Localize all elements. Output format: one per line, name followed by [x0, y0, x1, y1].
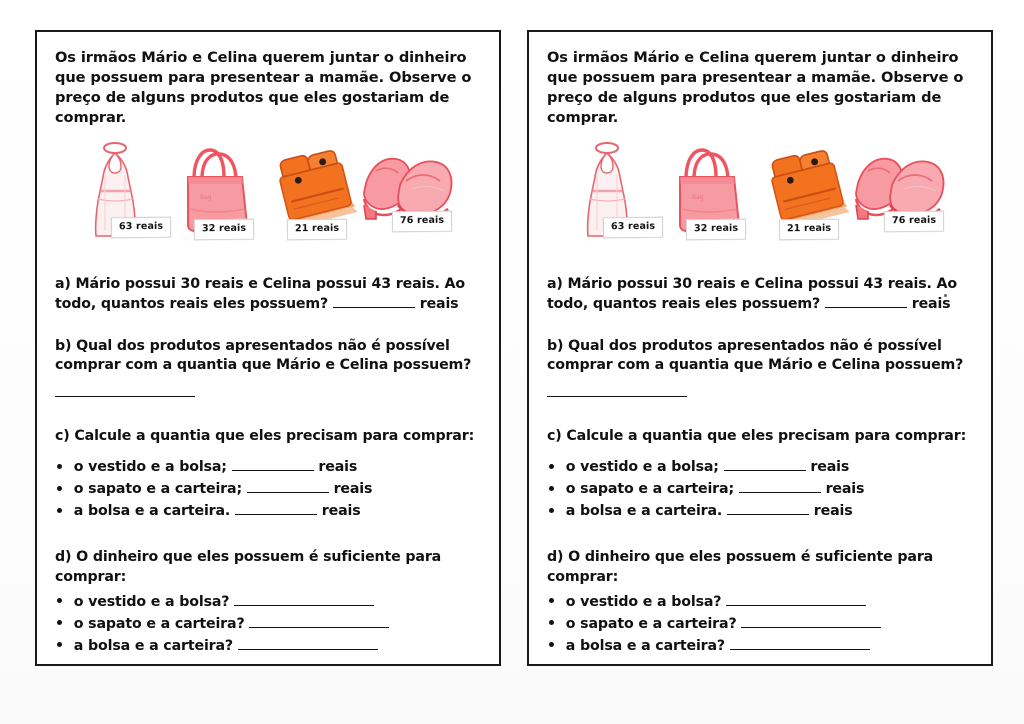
answer-blank-a[interactable] [333, 295, 415, 308]
question-b [547, 337, 975, 376]
item-text: a bolsa e a carteira. [565, 503, 723, 520]
answer-blank-c1[interactable] [232, 458, 314, 471]
price-tag-handbag: 32 reais [686, 219, 746, 240]
price-tag-dress: 63 reais [111, 217, 171, 238]
list-item [549, 500, 975, 522]
list-item [57, 456, 483, 478]
worksheet-panel-left [35, 30, 501, 666]
worksheet-content-right [529, 32, 991, 664]
answer-blank-c3[interactable] [727, 502, 809, 515]
list-item [549, 613, 975, 635]
list-item [57, 478, 483, 500]
list-item [57, 613, 483, 635]
svg-text:Bag: Bag [692, 194, 704, 202]
list-item [549, 478, 975, 500]
question-a-text: a) Mário possui 30 reais e Celina possui 43 reais. Ao todo, quantos reais eles possuem? [547, 276, 957, 313]
question-a [547, 275, 975, 314]
bullet-icon [57, 464, 62, 469]
worksheet-content-left [37, 32, 499, 664]
list-item [549, 635, 975, 657]
scan-artifact-speck [944, 294, 947, 297]
answer-blank-d1[interactable] [726, 593, 866, 606]
product-dress [567, 139, 675, 257]
bullet-icon [57, 598, 62, 603]
question-a-text: a) Mário possui 30 reais e Celina possui 43 reais. Ao todo, quantos reais eles possuem? [55, 276, 465, 313]
bullet-icon [549, 486, 554, 491]
answer-blank-c2[interactable] [247, 480, 329, 493]
answer-blank-c3[interactable] [235, 502, 317, 515]
item-unit: reais [810, 459, 850, 476]
item-text: o sapato e a carteira? [565, 615, 737, 632]
question-d-list [545, 591, 975, 657]
bullet-icon [57, 508, 62, 513]
question-a-unit: reais [911, 296, 951, 313]
price-tag-shoes: 76 reais [884, 211, 944, 232]
product-showcase [545, 139, 975, 257]
price-tag-shoes: 76 reais [392, 211, 452, 232]
price-tag-wallet: 21 reais [287, 219, 347, 240]
item-text: o vestido e a bolsa? [73, 593, 230, 610]
question-c-list [545, 456, 975, 522]
bullet-icon [549, 464, 554, 469]
question-d-heading: d) O dinheiro que eles possuem é suficiente para comprar: [55, 549, 442, 585]
question-b [55, 337, 483, 376]
answer-blank-d1[interactable] [234, 593, 374, 606]
answer-blank-b[interactable] [55, 382, 195, 397]
answer-blank-b[interactable] [547, 382, 687, 397]
item-unit: reais [333, 481, 373, 498]
answer-blank-d2[interactable] [741, 615, 881, 628]
answer-blank-d2[interactable] [249, 615, 389, 628]
answer-blank-c2[interactable] [739, 480, 821, 493]
item-text: a bolsa e a carteira? [73, 637, 234, 654]
question-c-heading: c) Calcule a quantia que eles precisam para comprar: [547, 427, 967, 444]
item-text: o sapato e a carteira; [565, 481, 734, 498]
list-item [549, 591, 975, 613]
item-unit: reais [825, 481, 865, 498]
answer-blank-d3[interactable] [238, 637, 378, 650]
question-a [55, 275, 483, 314]
bullet-icon [57, 486, 62, 491]
item-text: o vestido e a bolsa? [565, 593, 722, 610]
bullet-icon [57, 642, 62, 647]
product-dress [75, 139, 183, 257]
list-item [549, 456, 975, 478]
bullet-icon [549, 508, 554, 513]
worksheet-panel-right [527, 30, 993, 666]
question-b-text: b) Qual dos produtos apresentados não é possível comprar com a quantia que Mário e Celina possuem? [547, 337, 964, 374]
answer-blank-a[interactable] [825, 295, 907, 308]
intro-paragraph: Os irmãos Mário e Celina querem juntar o dinheiro que possuem para presentear a mamãe. Observe o preço de alguns produtos que eles gostariam de comprar. [55, 49, 472, 126]
product-showcase [53, 139, 483, 257]
question-d-heading: d) O dinheiro que eles possuem é suficiente para comprar: [547, 549, 934, 585]
item-unit: reais [318, 459, 358, 476]
question-d-list [53, 591, 483, 657]
product-shoes [356, 139, 464, 257]
price-tag-wallet: 21 reais [779, 219, 839, 240]
list-item [57, 500, 483, 522]
answer-blank-d3[interactable] [730, 637, 870, 650]
question-c-list [53, 456, 483, 522]
item-text: a bolsa e a carteira? [565, 637, 726, 654]
bullet-icon [57, 620, 62, 625]
bullet-icon [549, 642, 554, 647]
question-c-heading: c) Calcule a quantia que eles precisam para comprar: [55, 427, 475, 444]
list-item [57, 591, 483, 613]
item-text: o vestido e a bolsa; [73, 459, 227, 476]
question-b-text: b) Qual dos produtos apresentados não é possível comprar com a quantia que Mário e Celina possuem? [55, 337, 472, 374]
item-text: o vestido e a bolsa; [565, 459, 719, 476]
product-shoes [848, 139, 956, 257]
question-a-unit: reais [419, 296, 459, 313]
bullet-icon [549, 598, 554, 603]
product-handbag [660, 139, 768, 257]
answer-blank-c1[interactable] [724, 458, 806, 471]
item-unit: reais [321, 503, 361, 520]
item-text: o sapato e a carteira; [73, 481, 242, 498]
bullet-icon [549, 620, 554, 625]
item-text: a bolsa e a carteira. [73, 503, 231, 520]
intro-paragraph: Os irmãos Mário e Celina querem juntar o dinheiro que possuem para presentear a mamãe. Observe o preço de alguns produtos que eles gostariam de comprar. [547, 49, 964, 126]
item-text: o sapato e a carteira? [73, 615, 245, 632]
svg-text:Bag: Bag [200, 194, 212, 202]
product-handbag [168, 139, 276, 257]
price-tag-handbag: 32 reais [194, 219, 254, 240]
item-unit: reais [813, 503, 853, 520]
price-tag-dress: 63 reais [603, 217, 663, 238]
list-item [57, 635, 483, 657]
